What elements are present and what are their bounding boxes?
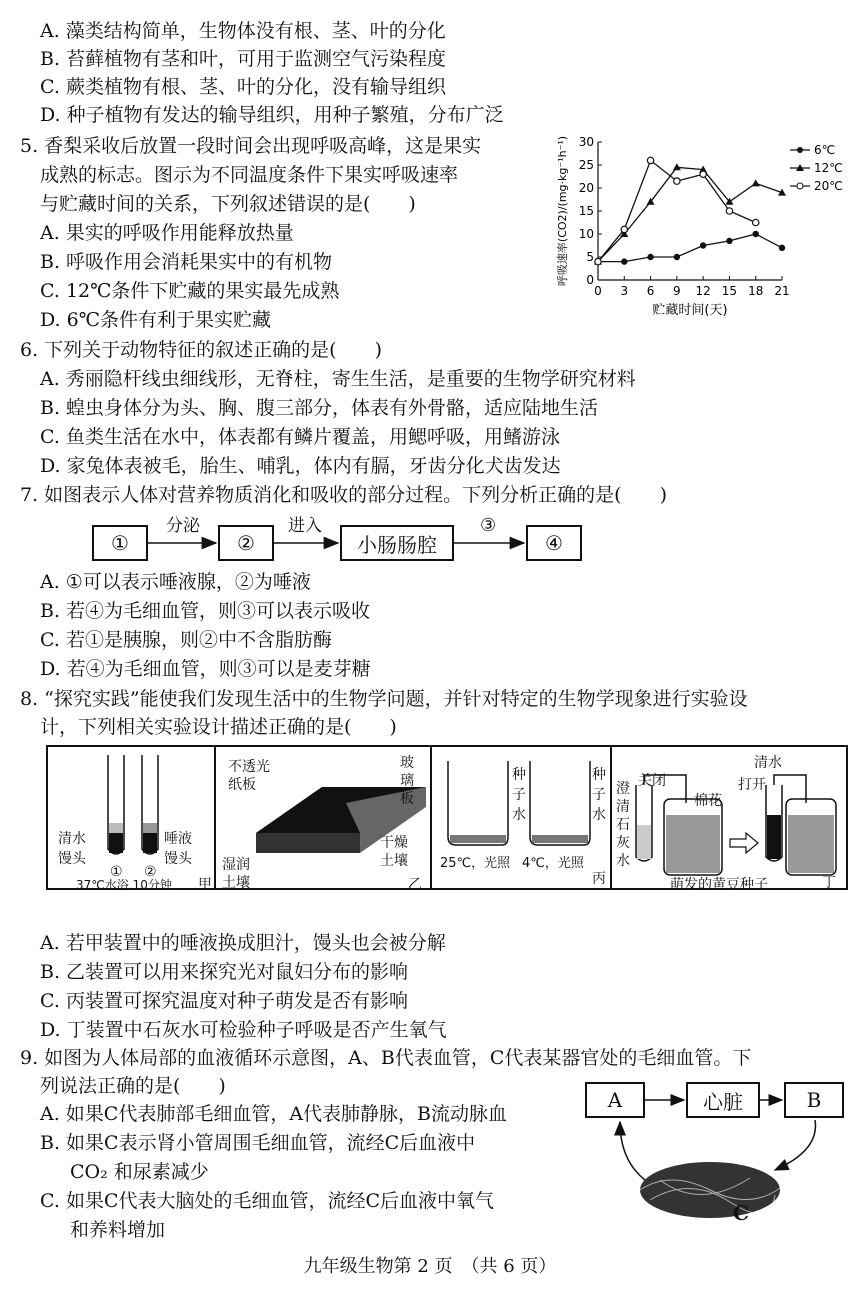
point-6c — [674, 254, 680, 260]
point-20c — [753, 219, 759, 225]
yi-label-board: 不透光 — [228, 759, 270, 775]
legend-label-0: 6℃ — [814, 143, 836, 157]
yi-label-glass3: 板 — [400, 791, 414, 807]
respiration-rate-chart — [548, 130, 848, 330]
bing-tag: 丙 — [592, 871, 606, 887]
y-tick-label: 0 — [586, 273, 594, 287]
flow-box-1: ① — [92, 525, 148, 561]
beaker-1 — [448, 761, 508, 845]
q7-option-c: C. 若①是胰腺，则②中不含脂肪酶 — [40, 629, 332, 651]
point-12c — [752, 179, 760, 186]
point-6c — [753, 231, 759, 237]
test-tube-2 — [142, 755, 158, 854]
bing-label-seed-b: 种 — [592, 767, 606, 783]
vessel-box-a: A — [585, 1082, 645, 1118]
q9-option-c-line1: C. 如果C代表大脑处的毛细血管，流经C后血液中氧气 — [40, 1190, 495, 1212]
q5-option-c: C. 12℃条件下贮藏的果实最先成熟 — [40, 280, 340, 302]
q9-option-b-line2: CO₂ 和尿素减少 — [70, 1161, 209, 1183]
point-20c — [595, 258, 601, 264]
limewater-tube-2 — [766, 785, 782, 861]
q8-option-d: D. 丁装置中石灰水可检验种子呼吸是否产生氧气 — [40, 1019, 447, 1041]
q7-option-d: D. 若④为毛细血管，则③可以是麦芽糖 — [40, 658, 371, 680]
capillary-label-c: C — [733, 1201, 749, 1225]
ding-label-water: 清水 — [754, 755, 782, 771]
q8-option-c: C. 丙装置可探究温度对种子萌发是否有影响 — [40, 990, 408, 1012]
ding-label-seeds: 萌发的黄豆种子 — [670, 877, 768, 893]
ding-limewater-1: 澄 — [616, 781, 630, 797]
y-tick-label: 10 — [578, 227, 594, 241]
y-tick-label: 25 — [578, 158, 594, 172]
q8-option-b: B. 乙装置可以用来探究光对鼠妇分布的影响 — [40, 961, 409, 983]
q6-option-d: D. 家兔体表被毛，胎生、哺乳，体内有膈，牙齿分化犬齿发达 — [40, 455, 561, 477]
bing-condition-2: 4℃，光照 — [522, 856, 584, 871]
x-tick-label: 12 — [695, 284, 711, 298]
point-20c — [700, 171, 706, 177]
arrow-label-3: ③ — [480, 515, 497, 536]
x-tick-label: 6 — [646, 284, 655, 298]
jia-tube-2-number: ② — [144, 864, 157, 880]
x-tick-label: 15 — [721, 284, 738, 298]
q5-option-a: A. 果实的呼吸作用能释放热量 — [40, 222, 294, 244]
jia-label-water: 清水 — [58, 831, 86, 847]
vessel-box-b: B — [784, 1082, 844, 1118]
q5-option-d: D. 6℃条件有利于果实贮藏 — [40, 309, 271, 331]
point-6c — [779, 245, 785, 251]
capillary-network — [640, 1162, 780, 1218]
yi-label-dry: 干燥 — [380, 835, 408, 851]
yi-label-wet: 湿润 — [222, 857, 250, 873]
x-tick-label: 18 — [748, 284, 764, 298]
q6-option-c: C. 鱼类生活在水中，体表都有鳞片覆盖，用鳃呼吸，用鳍游泳 — [40, 426, 560, 448]
point-20c — [647, 157, 653, 163]
legend-label-1: 12℃ — [814, 161, 843, 175]
test-tube-1 — [108, 755, 124, 854]
x-tick-label: 0 — [594, 284, 602, 298]
beaker-2 — [530, 761, 590, 845]
flow-box-4: ④ — [526, 525, 582, 561]
yi-label-dry2: 土壤 — [380, 853, 408, 869]
q5-stem-line1: 5. 香梨采收后放置一段时间会出现呼吸高峰，这是果实 — [20, 135, 482, 157]
q6-option-b: B. 蝗虫身体分为头、胸、腹三部分，体表有外骨骼，适应陆地生活 — [40, 397, 599, 419]
point-20c — [674, 178, 680, 184]
yi-tag: 乙 — [408, 877, 422, 893]
point-6c — [647, 254, 653, 260]
q7-option-a: A. ①可以表示唾液腺，②为唾液 — [40, 571, 311, 593]
bing-label-water-b: 水 — [592, 807, 606, 823]
arrow-to-right — [730, 833, 758, 853]
bing-label-seed-b2: 子 — [592, 787, 606, 803]
arrow-label-enter: 进入 — [288, 516, 322, 536]
limewater-tube-1 — [636, 785, 652, 861]
ding-label-closed: 关闭 — [638, 773, 666, 789]
legend-marker-20c — [797, 183, 803, 189]
yi-label-glass2: 璃 — [400, 773, 414, 789]
point-20c — [726, 208, 732, 214]
q6-option-a: A. 秀丽隐杆线虫细线形，无脊柱，寄生生活，是重要的生物学研究材料 — [40, 368, 636, 390]
bing-label-seed2: 子 — [512, 787, 526, 803]
flow-arrows — [0, 500, 860, 570]
jia-caption: 37℃水浴 10分钟 — [76, 878, 172, 892]
bing-label-water: 水 — [512, 807, 526, 823]
series-line-0 — [598, 234, 782, 262]
q8-stem-line2: 计，下列相关实验设计描述正确的是( ) — [40, 716, 397, 738]
seed-jar-2 — [774, 775, 836, 875]
ding-limewater-2: 清 — [616, 799, 630, 815]
q9-option-b-line1: B. 如果C表示肾小管周围毛细血管，流经C后血液中 — [40, 1132, 476, 1154]
ding-limewater-3: 石 — [616, 817, 630, 833]
ding-limewater-5: 水 — [616, 853, 630, 869]
jia-tube-1-number: ① — [110, 864, 123, 880]
q5-stem-line3: 与贮藏时间的关系，下列叙述错误的是( ) — [40, 193, 416, 215]
y-axis-label: 呼吸速率(CO2)/(mg·kg⁻¹h⁻¹) — [556, 135, 569, 287]
bing-label-seed: 种 — [512, 767, 526, 783]
q4-option-c: C. 蕨类植物有根、茎、叶的分化，没有输导组织 — [40, 76, 446, 98]
q4-option-b: B. 苔藓植物有茎和叶，可用于监测空气污染程度 — [40, 48, 447, 70]
q9-option-a: A. 如果C代表肺部毛细血管，A代表肺静脉，B流动脉血 — [40, 1103, 508, 1125]
y-tick-label: 5 — [586, 250, 594, 264]
point-20c — [621, 226, 627, 232]
x-tick-label: 9 — [673, 284, 681, 298]
q8-stem-line1: 8. “探究实践”能使我们发现生活中的生物学问题，并针对特定的生物学现象进行实验设 — [20, 688, 748, 710]
flow-box-small-intestine: 小肠肠腔 — [340, 525, 454, 561]
ding-tag: 丁 — [822, 875, 836, 891]
ding-label-open: 打开 — [738, 777, 766, 793]
jia-tag: 甲 — [198, 877, 212, 893]
series-line-1 — [598, 167, 782, 261]
legend-marker-6c — [797, 147, 803, 153]
arrow-c-to-a — [620, 1122, 645, 1180]
page-footer: 九年级生物第 2 页 （共 6 页） — [303, 1256, 557, 1277]
q5-option-b: B. 呼吸作用会消耗果实中的有机物 — [40, 251, 333, 273]
y-tick-label: 20 — [578, 181, 594, 195]
q4-option-d: D. 种子植物有发达的输导组织，用种子繁殖，分布广泛 — [40, 104, 504, 126]
arrow-label-secrete: 分泌 — [166, 516, 200, 536]
heart-box: 心脏 — [686, 1082, 760, 1118]
flow-box-2: ② — [218, 525, 274, 561]
chart-svg — [548, 130, 848, 330]
q9-option-c-line2: 和养料增加 — [70, 1219, 166, 1241]
point-6c — [726, 238, 732, 244]
ding-limewater-4: 灰 — [616, 835, 630, 851]
x-axis-label: 贮藏时间(天) — [652, 303, 728, 318]
q7-option-b: B. 若④为毛细血管，则③可以表示吸收 — [40, 600, 371, 622]
yi-label-wet2: 土壤 — [222, 875, 250, 891]
legend-label-2: 20℃ — [814, 179, 843, 193]
ding-label-cotton: 棉花 — [694, 793, 722, 809]
circulation-diagram — [560, 1080, 860, 1250]
point-6c — [621, 258, 627, 264]
y-tick-label: 30 — [578, 135, 594, 149]
x-tick-label: 21 — [774, 284, 790, 298]
yi-label-board2: 纸板 — [228, 777, 256, 793]
q8-option-a: A. 若甲装置中的唾液换成胆汁，馒头也会被分解 — [40, 932, 446, 954]
q4-option-a: A. 藻类结构简单，生物体没有根、茎、叶的分化 — [40, 20, 446, 42]
q6-stem: 6. 下列关于动物特征的叙述正确的是( ) — [20, 339, 382, 361]
jia-label-bread1: 馒头 — [58, 851, 86, 867]
yi-label-glass: 玻 — [400, 755, 414, 771]
q9-stem-line2: 列说法正确的是( ) — [40, 1075, 226, 1097]
point-6c — [700, 242, 706, 248]
y-tick-label: 15 — [578, 204, 594, 218]
jia-label-bread2: 馒头 — [164, 851, 192, 867]
q5-stem-line2: 成熟的标志。图示为不同温度条件下果实呼吸速率 — [40, 164, 459, 186]
point-12c — [673, 163, 681, 170]
q7-stem: 7. 如图表示人体对营养物质消化和吸收的部分过程。下列分析正确的是( ) — [20, 484, 667, 506]
x-tick-label: 3 — [620, 284, 629, 298]
arrow-b-to-c — [775, 1120, 816, 1170]
jia-label-saliva: 唾液 — [164, 831, 192, 847]
q9-stem-line1: 9. 如图为人体局部的血液循环示意图，A、B代表血管，C代表某器官处的毛细血管。下 — [20, 1047, 752, 1069]
bing-condition-1: 25℃，光照 — [440, 856, 511, 871]
